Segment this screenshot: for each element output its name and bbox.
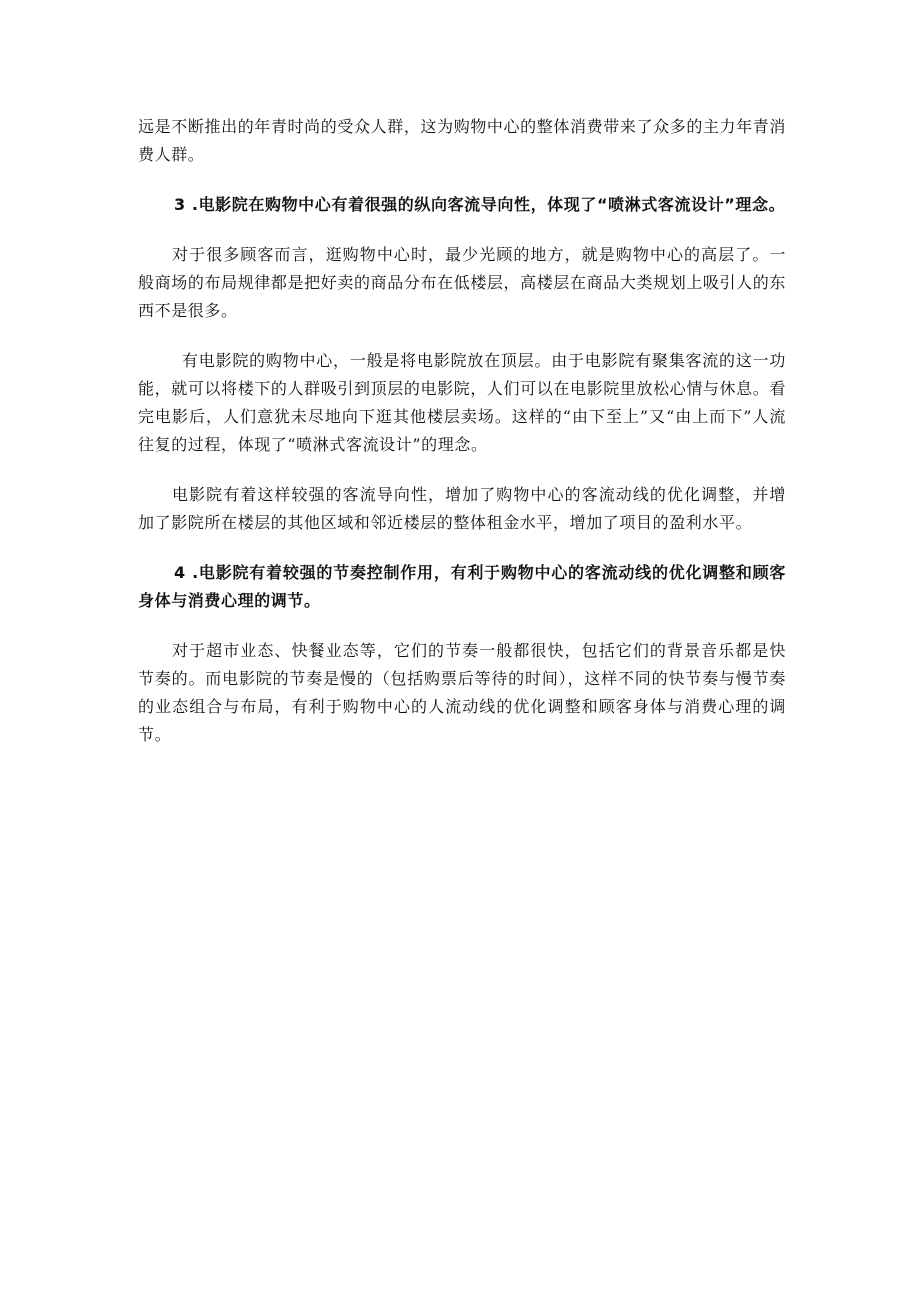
paragraph-rhythm-control: 对于超市业态、快餐业态等，它们的节奏一般都很快，包括它们的背景音乐都是快节奏的。而电影院的节奏是慢的（包括购票后等待的时间），这样不同的快节奏与慢节奏的业态组合与布局，有利于购物中心的人流动线的优化调整和顾客身体与消费心理的调节。 (138, 641, 786, 744)
paragraph-traffic-guidance: 电影院有着这样较强的客流导向性，增加了购物中心的客流动线的优化调整，并增加了影院所在楼层的其他区域和邻近楼层的整体租金水平，增加了项目的盈利水平。 (138, 485, 786, 532)
section-heading-3: 3 .电影院在购物中心有着很强的纵向客流导向性，体现了“喷淋式客流设计”理念。 (174, 195, 786, 214)
paragraph-high-floors: 对于很多顾客而言，逛购物中心时，最少光顾的地方，就是购物中心的高层了。一般商场的布局规律都是把好卖的商品分布在低楼层，高楼层在商品大类规划上吸引人的东西不是很多。 (138, 245, 786, 320)
section-heading-4: 4 .电影院有着较强的节奏控制作用，有利于购物中心的客流动线的优化调整和顾客身体与消费心理的调节。 (138, 563, 786, 610)
document-body (138, 113, 786, 771)
paragraph-continuation: 远是不断推出的年青时尚的受众人群，这为购物中心的整体消费带来了众多的主力年青消费人群。 (138, 117, 786, 164)
paragraph-top-floor-cinema: 有电影院的购物中心，一般是将电影院放在顶层。由于电影院有聚集客流的这一功能，就可以将楼下的人群吸引到顶层的电影院，人们可以在电影院里放松心情与休息。看完电影后，人们意犹未尽地向下逛其他楼层卖场。这样的“由下至上”又“由上而下”人流往复的过程，体现了“喷淋式客流设计”的理念。 (138, 351, 786, 454)
